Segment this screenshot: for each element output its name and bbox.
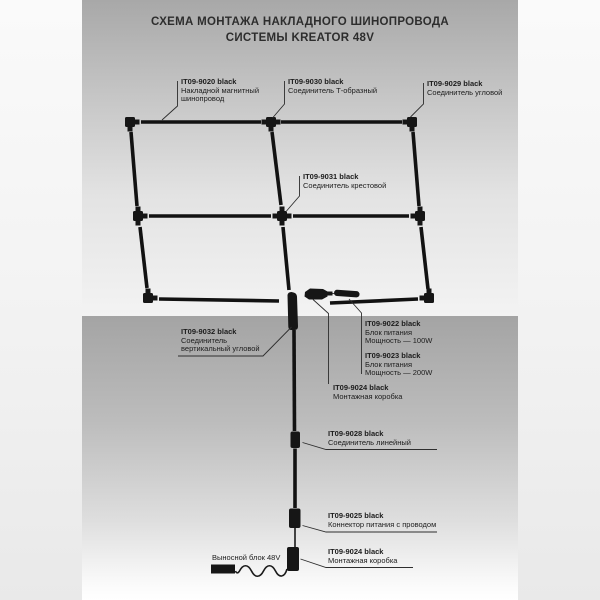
page-title-line2: СИСТЕМЫ KREATOR 48V: [225, 32, 375, 44]
track-segment-center-lower: [283, 227, 289, 290]
vertical-corner-connector: [288, 292, 299, 330]
track-segment-right-upper: [413, 132, 419, 206]
track-segment-bottom-left: [159, 299, 279, 301]
label-desc: Накладной магнитный: [181, 85, 260, 95]
label-code: IT09-9025 black: [328, 511, 384, 520]
label-code: IT09-9024 black: [328, 547, 384, 556]
leader-it09-9020: [162, 81, 178, 120]
label-desc: Коннектор питания с проводом: [328, 519, 437, 529]
leader-it09-9029: [411, 83, 424, 117]
t-connector-mid-right: [411, 207, 426, 226]
label-desc: Соединитель крестовой: [303, 180, 387, 190]
power-cable-wave: [236, 566, 288, 577]
label-code: IT09-9022 black: [365, 319, 421, 328]
label-desc: Соединитель линейный: [328, 437, 411, 447]
label-it09-9031: [303, 173, 386, 190]
power-feed-connector: [289, 509, 301, 529]
wall-track-drop: [294, 330, 295, 508]
label-it09-9030: [288, 78, 377, 95]
label-desc: Блок питания: [365, 327, 412, 337]
label-it09-9024-wall: [328, 548, 397, 565]
leader-it09-9024-ceiling: [313, 300, 329, 385]
track-segment-wall-upper: [294, 330, 295, 431]
label-it09-9032: [181, 328, 260, 354]
label-code: IT09-9024 black: [333, 383, 389, 392]
track-segment-bottom-right: [330, 299, 418, 303]
leader-it09-9031: [287, 176, 300, 211]
label-code: IT09-9032 black: [181, 327, 237, 336]
label-desc: Соединитель: [181, 335, 228, 345]
t-connector-top-middle: [262, 117, 281, 132]
label-desc: шинопровод: [181, 94, 225, 104]
corner-connector-top-left: [125, 117, 140, 132]
track-segment-left-upper: [131, 132, 137, 206]
label-code: IT09-9023 black: [365, 351, 421, 360]
label-desc: Блок питания: [365, 359, 412, 369]
label-it09-9023: [365, 352, 432, 378]
track-segment-center-upper: [272, 132, 281, 205]
label-it09-9022: [365, 320, 432, 346]
label-desc: Монтажная коробка: [328, 555, 398, 565]
label-it09-9028: [328, 430, 411, 447]
leader-it09-9030: [273, 81, 285, 118]
leader-it09-9022-9023: [349, 299, 362, 374]
label-desc: Соединитель Т-образный: [288, 85, 378, 95]
label-code: IT09-9030 black: [288, 77, 344, 86]
page-title-line1: СХЕМА МОНТАЖА НАКЛАДНОГО ШИНОПРОВОДА: [151, 16, 449, 28]
label-desc: Мощность — 100W: [365, 336, 433, 346]
label-code: IT09-9029 black: [427, 79, 483, 88]
label-it09-9025: [328, 512, 436, 529]
label-desc: Соединитель угловой: [427, 87, 503, 97]
mounting-box: [287, 547, 299, 571]
label-remote-block: [212, 554, 280, 563]
label-code: IT09-9020 black: [181, 77, 237, 86]
label-desc: Выносной блок 48V: [212, 553, 281, 562]
label-code: IT09-9031 black: [303, 172, 359, 181]
t-connector-mid-left: [133, 207, 148, 226]
linear-connector: [291, 432, 301, 449]
remote-driver-block: [211, 565, 235, 574]
track-segment-left-lower: [140, 227, 147, 288]
corner-connector-bottom-left: [143, 289, 158, 304]
label-it09-9024-ceiling: [333, 384, 402, 401]
label-desc: Мощность — 200W: [365, 368, 433, 378]
label-desc: вертикальный угловой: [181, 344, 260, 354]
corner-connector-bottom-right: [420, 289, 435, 304]
label-desc: Монтажная коробка: [333, 391, 403, 401]
label-code: IT09-9028 black: [328, 429, 384, 438]
power-supply-100w: [305, 289, 333, 300]
label-it09-9029: [427, 80, 502, 97]
track-segment-right-lower: [421, 227, 428, 289]
corner-connector-top-right: [403, 117, 418, 132]
cross-connector-center: [273, 207, 292, 226]
power-supply-200w: [334, 290, 360, 298]
label-it09-9020: [181, 78, 259, 104]
